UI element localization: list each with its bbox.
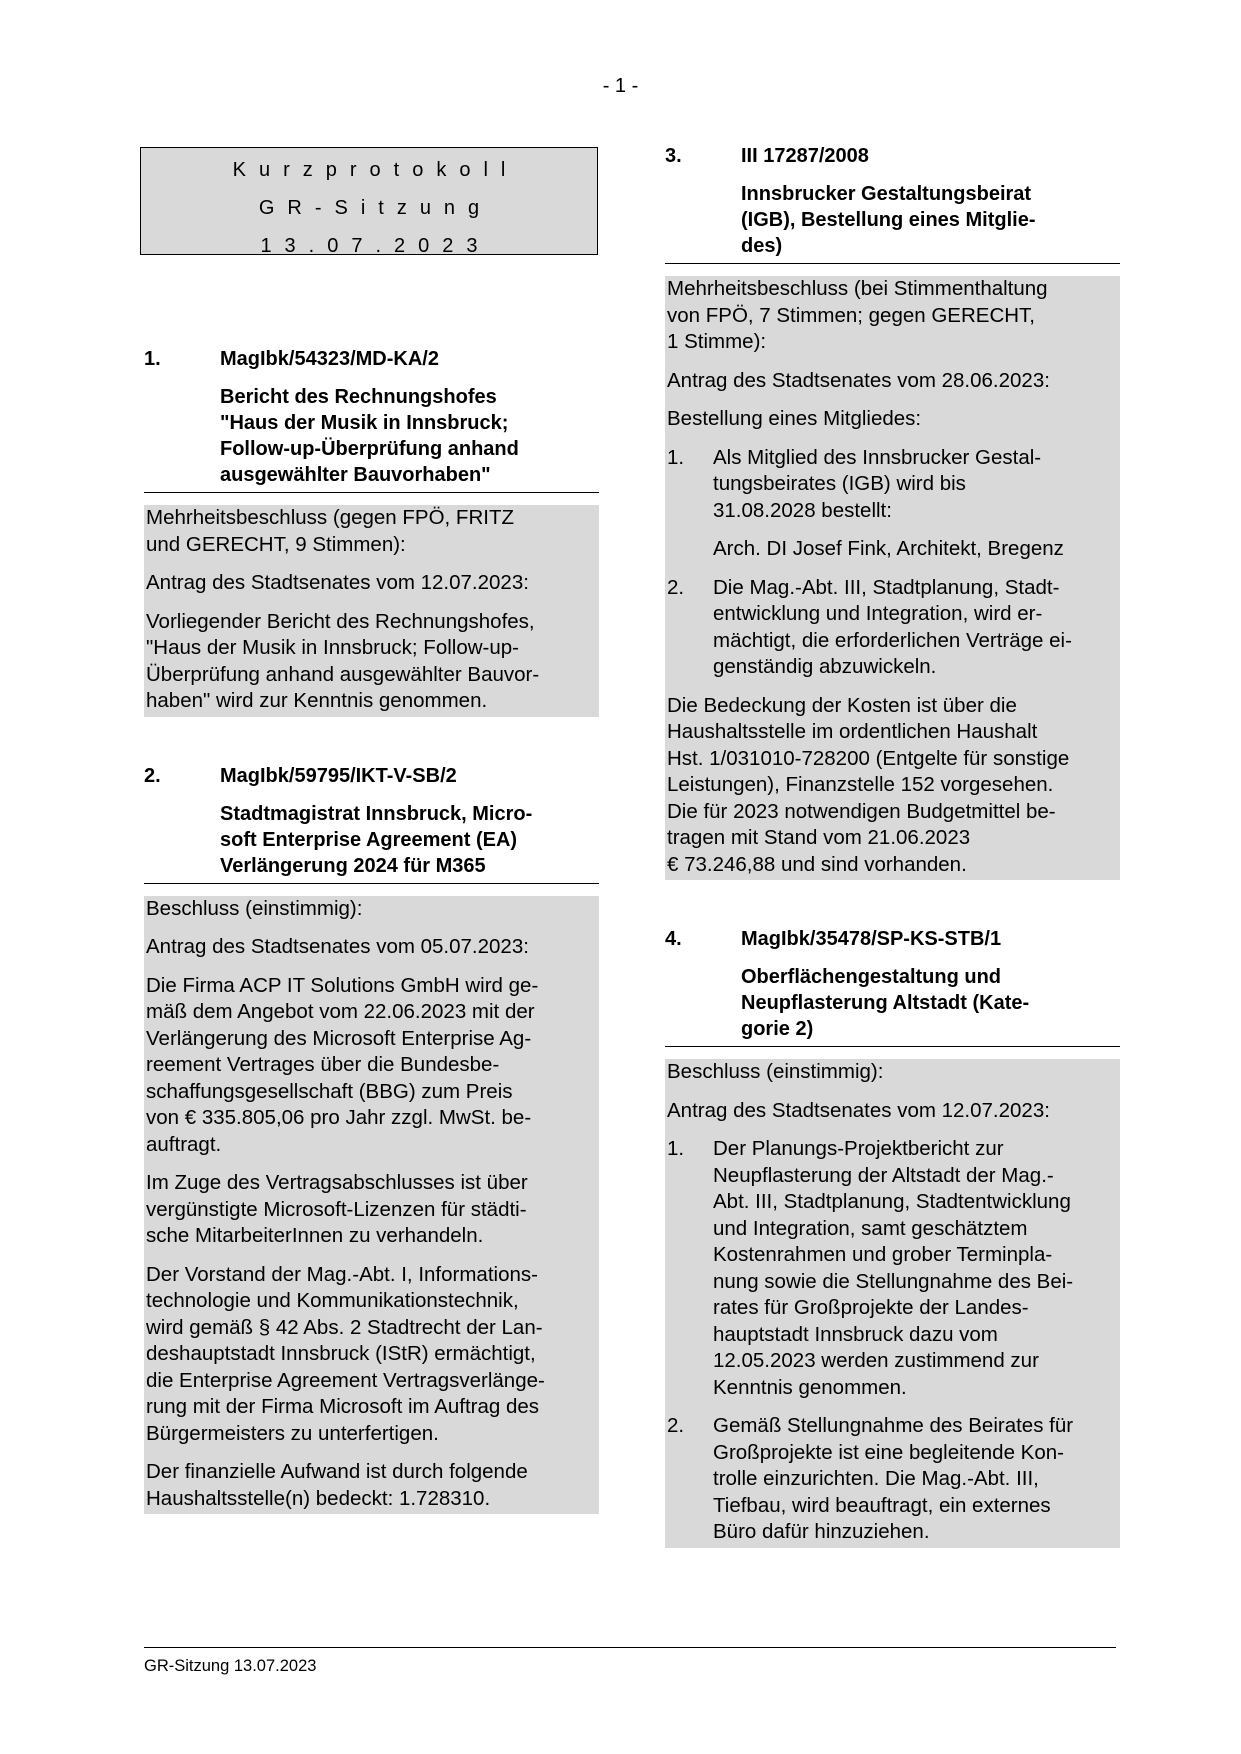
text-line: hauptstadt Innsbruck dazu vom (713, 1322, 998, 1346)
decision-text (667, 276, 1118, 356)
item-number: 4. (665, 928, 682, 950)
text-line: Gemäß Stellungnahme des Beirates für (713, 1414, 1074, 1437)
text-line: Die Mag.-Abt. III, Stadtplanung, Stadt- (713, 575, 1060, 599)
list-text (713, 1136, 1118, 1401)
body-paragraph (146, 1459, 597, 1512)
text-line: reement Vertrages über die Bundesbe- (146, 1053, 500, 1076)
text-line: haben" wird zur Kenntnis genommen. (146, 689, 488, 712)
list-number: 2. (667, 575, 685, 599)
text-line: Die für 2023 notwendigen Budgetmittel be- (667, 799, 1056, 823)
text-line: Verlängerung 2024 für M365 (220, 854, 486, 877)
item-title (741, 181, 1120, 263)
item-number: 1. (144, 348, 161, 370)
text-line: tragen mit Stand vom 21.06.2023 (667, 826, 971, 849)
text-line: vergünstigte Microsoft-Lizenzen für städti- (146, 1197, 527, 1221)
list-item (667, 1413, 1118, 1546)
text-line: Mehrheitsbeschluss (gegen FPÖ, FRITZ (146, 506, 514, 529)
text-line: 31.08.2028 bestellt: (713, 498, 892, 522)
text-line: und Integration, samt geschätztem (713, 1216, 1028, 1240)
item-title (220, 801, 599, 883)
text-line: Bürgermeisters zu unterfertigen. (146, 1421, 439, 1445)
list-text (713, 445, 1118, 525)
text-line: (IGB), Bestellung eines Mitglie- (741, 209, 1036, 231)
text-line: Oberflächengestaltung und (741, 966, 1002, 988)
text-line: "Haus der Musik in Innsbruck; Follow-up- (146, 636, 519, 659)
text-line: Neupflasterung Altstadt (Kate- (741, 992, 1030, 1014)
agenda-item (665, 143, 1120, 880)
text-line: soft Enterprise Agreement (EA) (220, 828, 518, 851)
decision-text: Beschluss (einstimmig): (667, 1060, 884, 1083)
text-line: Mehrheitsbeschluss (bei Stimmenthaltung (667, 277, 1048, 300)
item-reference: MagIbk/54323/MD-KA/2 (220, 348, 439, 370)
text-line: tungsbeirates (IGB) wird bis (713, 472, 966, 495)
text-line: Die Bedeckung der Kosten ist über die (667, 693, 1017, 717)
text-line: gorie 2) (741, 1018, 814, 1040)
item-number: 2. (144, 764, 161, 787)
list-number: 1. (667, 1137, 685, 1160)
title-line: GR-Sitzung (258, 197, 493, 219)
text-line: Follow-up-Überprüfung anhand (220, 438, 519, 460)
text-line: Abt. III, Stadtplanung, Stadtentwicklung (713, 1190, 1071, 1213)
text-line: wird gemäß § 42 Abs. 2 Stadtrecht der Lan- (146, 1315, 543, 1339)
text-line: Die Firma ACP IT Solutions GmbH wird ge- (146, 973, 539, 997)
item-title (741, 964, 1120, 1046)
item-heading (144, 346, 599, 493)
text-line: Verlängerung des Microsoft Enterprise Ag- (146, 1026, 532, 1050)
text-line: 1 Stimme): (667, 330, 767, 353)
text-line: Haushaltsstelle(n) bedeckt: 1.728310. (146, 1486, 491, 1510)
item-heading (665, 926, 1120, 1047)
text-line: von € 335.805,06 pro Jahr zzgl. MwSt. be- (146, 1106, 532, 1129)
list-item (667, 1136, 1118, 1401)
decision-text: Beschluss (einstimmig): (146, 896, 363, 920)
text-line: Der Planungs-Projektbericht zur (713, 1137, 1004, 1160)
appointee-name: Arch. DI Josef Fink, Architekt, Bregenz (713, 537, 1064, 560)
text-line: 12.05.2023 werden zustimmend zur (713, 1349, 1039, 1372)
text-line: "Haus der Musik in Innsbruck; (220, 412, 509, 434)
text-line: rung mit der Firma Microsoft im Auftrag des (146, 1395, 540, 1418)
motion-text: Antrag des Stadtsenates vom 12.07.2023: (667, 1098, 1050, 1122)
text-line: Bericht des Rechnungshofes (220, 386, 497, 408)
agenda-item (144, 763, 599, 1515)
text-line: die Enterprise Agreement Vertragsverlänge- (146, 1368, 545, 1392)
body-paragraph (146, 1170, 597, 1250)
text-line: Tiefbau, wird beauftragt, ein externes (713, 1493, 1051, 1517)
decision-block (144, 505, 599, 717)
agenda-item (144, 346, 599, 717)
item-title (220, 384, 599, 492)
agenda-item (665, 926, 1120, 1548)
text-line: Innsbrucker Gestaltungsbeirat (741, 183, 1032, 205)
list-text (713, 575, 1118, 681)
subject-text: Bestellung eines Mitgliedes: (667, 407, 922, 430)
text-line: entwicklung und Integration, wird er- (713, 602, 1043, 625)
body-paragraph (667, 693, 1118, 879)
motion-text: Antrag des Stadtsenates vom 12.07.2023: (146, 571, 529, 594)
list-item (667, 575, 1118, 681)
item-reference: MagIbk/59795/IKT-V-SB/2 (220, 764, 457, 787)
item-heading (665, 143, 1120, 264)
title-line: 13.07.2023 (260, 235, 491, 257)
text-line: Neupflasterung der Altstadt der Mag.- (713, 1163, 1054, 1187)
text-line: Als Mitglied des Innsbrucker Gestal- (713, 445, 1042, 469)
decision-block (144, 896, 599, 1515)
text-line: rates für Großprojekte der Landes- (713, 1296, 1029, 1319)
text-line: nung sowie die Stellungnahme des Bei- (713, 1269, 1074, 1293)
text-line: Stadtmagistrat Innsbruck, Micro- (220, 802, 533, 825)
item-reference: MagIbk/35478/SP-KS-STB/1 (741, 928, 1002, 950)
text-line: Leistungen), Finanzstelle 152 vorgesehen. (667, 773, 1054, 796)
text-line: auftragt. (146, 1132, 222, 1156)
text-line: mächtigt, die erforderlichen Verträge ei- (713, 628, 1072, 652)
text-line: Hst. 1/031010-728200 (Entgelte für sonstige (667, 746, 1070, 770)
list-item (667, 445, 1118, 525)
decision-text (146, 505, 597, 558)
text-line: sche MitarbeiterInnen zu verhandeln. (146, 1224, 484, 1247)
text-line: Der Vorstand der Mag.-Abt. I, Informations- (146, 1262, 538, 1286)
text-line: ausgewählter Bauvorhaben" (220, 464, 491, 486)
text-line: € 73.246,88 und sind vorhanden. (667, 852, 967, 876)
text-line: Vorliegender Bericht des Rechnungshofes, (146, 609, 535, 633)
list-number: 1. (667, 445, 685, 469)
text-line: und GERECHT, 9 Stimmen): (146, 532, 406, 556)
decision-block (665, 1059, 1120, 1548)
body-paragraph (146, 609, 597, 715)
body-paragraph (146, 973, 597, 1159)
text-line: Im Zuge des Vertragsabschlusses ist über (146, 1171, 528, 1194)
text-line: Büro dafür hinzuziehen. (713, 1520, 930, 1543)
list-text (713, 1413, 1118, 1546)
body-paragraph (146, 1262, 597, 1448)
motion-text: Antrag des Stadtsenates vom 05.07.2023: (146, 935, 529, 958)
text-line: Haushaltsstelle im ordentlichen Haushalt (667, 720, 1038, 743)
text-line: Großprojekte ist eine begleitende Kon- (713, 1440, 1064, 1464)
text-line: genständig abzuwickeln. (713, 655, 937, 678)
text-line: Kostenrahmen und grober Terminpla- (713, 1243, 1053, 1266)
text-line: schaffungsgesellschaft (BBG) zum Preis (146, 1079, 513, 1103)
right-column (665, 143, 1120, 1594)
left-column (144, 346, 599, 1560)
text-line: Überprüfung anhand ausgewählter Bauvor- (146, 662, 540, 686)
text-line: mäß dem Angebot vom 22.06.2023 mit der (146, 1000, 535, 1023)
text-line: Der finanzielle Aufwand ist durch folgende (146, 1460, 528, 1483)
item-heading (144, 763, 599, 884)
text-line: Kenntnis genommen. (713, 1375, 907, 1399)
text-line: von FPÖ, 7 Stimmen; gegen GERECHT, (667, 303, 1035, 327)
page-number: - 1 - (602, 75, 639, 97)
text-line: des) (741, 235, 783, 257)
page-footer: GR-Sitzung 13.07.2023 (144, 1647, 1116, 1676)
item-number: 3. (665, 145, 682, 167)
motion-text: Antrag des Stadtsenates vom 28.06.2023: (667, 368, 1050, 392)
text-line: technologie und Kommunikationstechnik, (146, 1289, 519, 1312)
text-line: trolle einzurichten. Die Mag.-Abt. III, (713, 1467, 1039, 1490)
text-line: deshauptstadt Innsbruck (IStR) ermächtigt, (146, 1342, 536, 1365)
title-line: Kurzprotokoll (232, 159, 519, 181)
title-box (140, 147, 598, 255)
decision-block (665, 276, 1120, 880)
item-reference: III 17287/2008 (741, 145, 869, 167)
list-number: 2. (667, 1414, 685, 1437)
